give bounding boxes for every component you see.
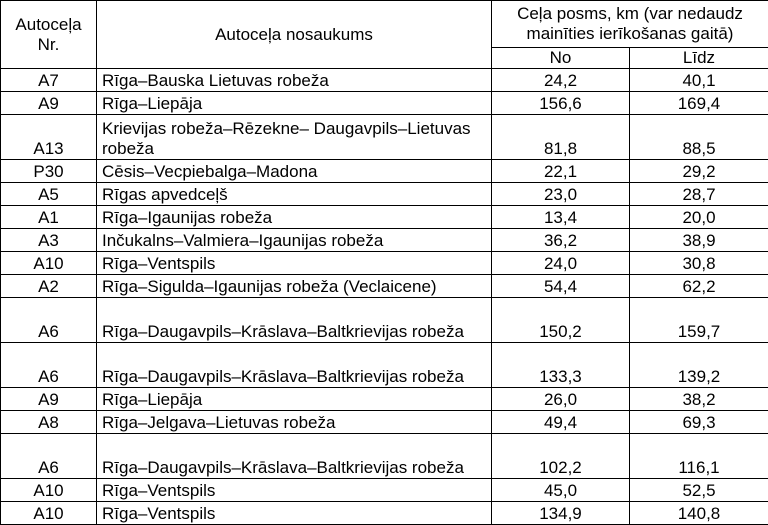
segment-to: 139,2 bbox=[630, 343, 768, 388]
segment-to: 88,5 bbox=[630, 115, 768, 160]
segment-to: 159,7 bbox=[630, 298, 768, 343]
segment-from: 150,2 bbox=[492, 298, 630, 343]
segment-to: 40,1 bbox=[630, 69, 768, 92]
table-row bbox=[1, 388, 768, 411]
table-row bbox=[1, 479, 768, 502]
road-name: Rīga–Liepāja bbox=[97, 92, 492, 115]
header-from: No bbox=[492, 48, 630, 69]
table-row bbox=[1, 252, 768, 275]
road-name: Inčukalns–Valmiera–Igaunijas robeža bbox=[97, 229, 492, 252]
segment-to: 38,2 bbox=[630, 388, 768, 411]
table-row bbox=[1, 115, 768, 160]
segment-to: 28,7 bbox=[630, 183, 768, 206]
road-code: A6 bbox=[1, 298, 97, 343]
table-row bbox=[1, 502, 768, 525]
road-name: Rīga–Ventspils bbox=[97, 479, 492, 502]
road-code: A3 bbox=[1, 229, 97, 252]
road-code: A10 bbox=[1, 479, 97, 502]
road-code: A10 bbox=[1, 502, 97, 525]
table-row bbox=[1, 69, 768, 92]
road-code: A7 bbox=[1, 69, 97, 92]
road-name: Rīga–Bauska Lietuvas robeža bbox=[97, 69, 492, 92]
road-name: Rīga–Daugavpils–Krāslava–Baltkrievijas robeža bbox=[97, 343, 492, 388]
segment-from: 13,4 bbox=[492, 206, 630, 229]
road-code: A13 bbox=[1, 115, 97, 160]
table-row bbox=[1, 160, 768, 183]
segment-from: 102,2 bbox=[492, 434, 630, 479]
road-code: A5 bbox=[1, 183, 97, 206]
segment-from: 156,6 bbox=[492, 92, 630, 115]
road-name: Rīga–Jelgava–Lietuvas robeža bbox=[97, 411, 492, 434]
header-road-no: Autoceļa Nr. bbox=[1, 1, 97, 69]
segment-to: 38,9 bbox=[630, 229, 768, 252]
segment-to: 30,8 bbox=[630, 252, 768, 275]
segment-from: 22,1 bbox=[492, 160, 630, 183]
table-row bbox=[1, 434, 768, 479]
segment-from: 45,0 bbox=[492, 479, 630, 502]
road-code: A9 bbox=[1, 388, 97, 411]
table-row bbox=[1, 298, 768, 343]
table-row bbox=[1, 183, 768, 206]
segment-from: 23,0 bbox=[492, 183, 630, 206]
segment-to: 140,8 bbox=[630, 502, 768, 525]
road-code: A2 bbox=[1, 275, 97, 298]
segment-from: 54,4 bbox=[492, 275, 630, 298]
segment-to: 69,3 bbox=[630, 411, 768, 434]
table-row bbox=[1, 206, 768, 229]
road-name: Rīga–Ventspils bbox=[97, 252, 492, 275]
table-body bbox=[1, 69, 768, 525]
road-name: Cēsis–Vecpiebalga–Madona bbox=[97, 160, 492, 183]
table-row bbox=[1, 229, 768, 252]
table-row bbox=[1, 343, 768, 388]
road-code: A6 bbox=[1, 434, 97, 479]
segment-from: 26,0 bbox=[492, 388, 630, 411]
table-row bbox=[1, 275, 768, 298]
segment-from: 133,3 bbox=[492, 343, 630, 388]
road-name: Rīga–Ventspils bbox=[97, 502, 492, 525]
road-code: A8 bbox=[1, 411, 97, 434]
segment-to: 20,0 bbox=[630, 206, 768, 229]
segment-to: 52,5 bbox=[630, 479, 768, 502]
segment-from: 36,2 bbox=[492, 229, 630, 252]
road-name: Rīga–Igaunijas robeža bbox=[97, 206, 492, 229]
segment-from: 24,2 bbox=[492, 69, 630, 92]
table-row bbox=[1, 411, 768, 434]
road-name: Rīga–Daugavpils–Krāslava–Baltkrievijas robeža bbox=[97, 434, 492, 479]
segment-from: 24,0 bbox=[492, 252, 630, 275]
header-to: Līdz bbox=[630, 48, 768, 69]
road-code: A6 bbox=[1, 343, 97, 388]
road-name: Rīga–Liepāja bbox=[97, 388, 492, 411]
segment-to: 169,4 bbox=[630, 92, 768, 115]
road-name: Rīga–Sigulda–Igaunijas robeža (Veclaicene) bbox=[97, 275, 492, 298]
road-name: Rīgas apvedceļš bbox=[97, 183, 492, 206]
road-name: Krievijas robeža–Rēzekne– Daugavpils–Lietuvas robeža bbox=[97, 115, 492, 160]
road-code: A1 bbox=[1, 206, 97, 229]
road-code: P30 bbox=[1, 160, 97, 183]
segment-to: 29,2 bbox=[630, 160, 768, 183]
segment-to: 116,1 bbox=[630, 434, 768, 479]
segment-from: 134,9 bbox=[492, 502, 630, 525]
road-code: A10 bbox=[1, 252, 97, 275]
header-segment: Ceļa posms, km (var nedaudz mainīties ierīkošanas gaitā) bbox=[492, 1, 768, 48]
table-row bbox=[1, 92, 768, 115]
segment-to: 62,2 bbox=[630, 275, 768, 298]
road-name: Rīga–Daugavpils–Krāslava–Baltkrievijas robeža bbox=[97, 298, 492, 343]
table-header bbox=[1, 1, 768, 69]
segment-from: 81,8 bbox=[492, 115, 630, 160]
header-road-name: Autoceļa nosaukums bbox=[97, 1, 492, 69]
road-code: A9 bbox=[1, 92, 97, 115]
segment-from: 49,4 bbox=[492, 411, 630, 434]
